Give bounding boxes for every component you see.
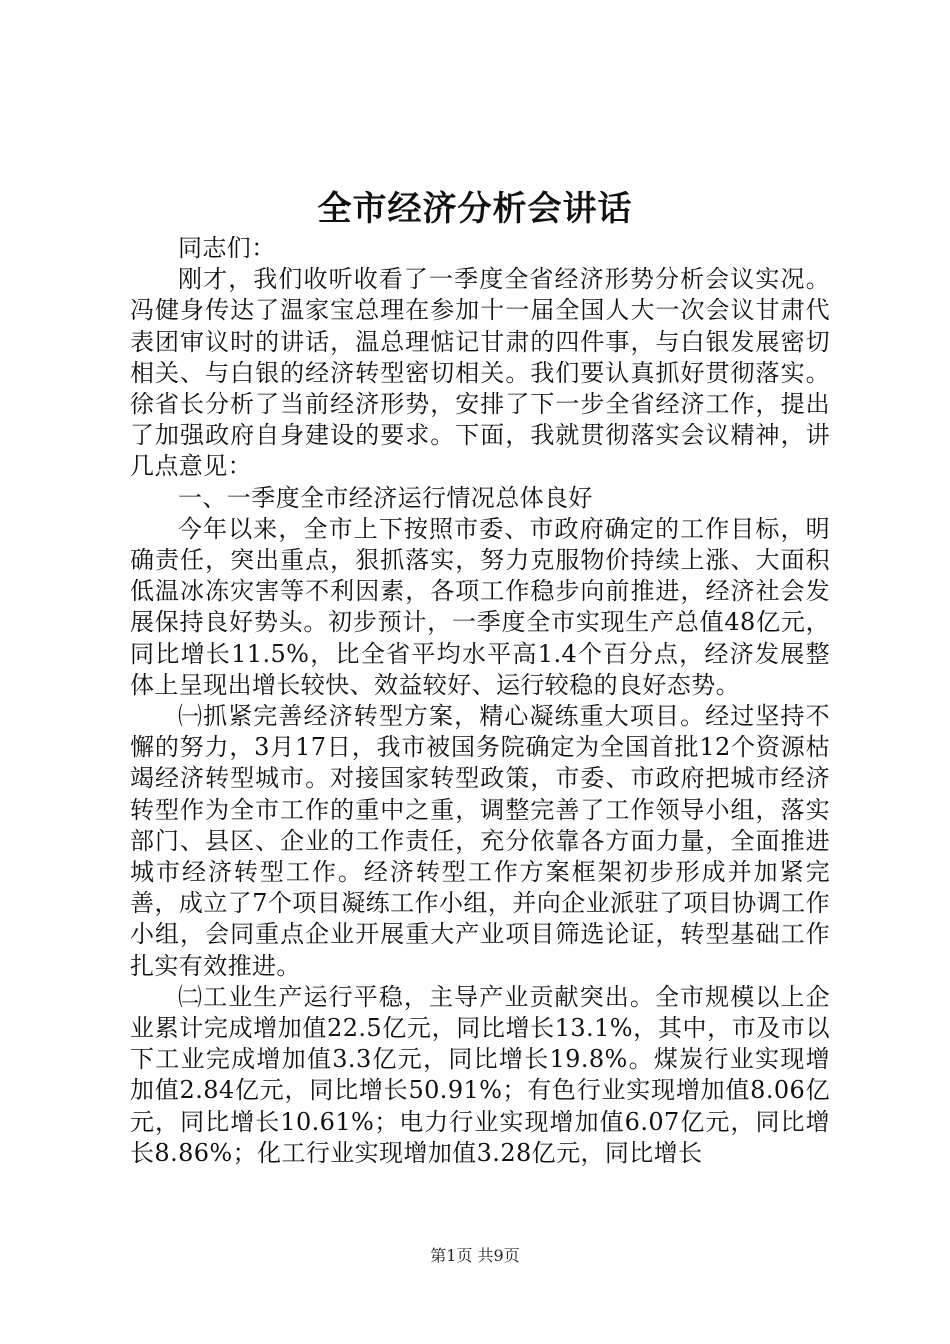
salutation-paragraph: 同志们： bbox=[178, 234, 276, 262]
page-title: 全市经济分析会讲话 bbox=[317, 189, 633, 229]
intro-paragraph: 刚才，我们收听收看了一季度全省经济形势分析会议实况。冯健身传达了温家宝总理在参加十一届全国人大一次会议甘肃代表团审议时的讲话，温总理惦记甘肃的四件事，与白银发展密切相关、与白银的经济转型密切相关。我们要认真抓好贯彻落实。徐省长分析了当前经济形势，安排了下一步全省经济工作，提出了加强政府自身建设的要求。下面，我就贯彻落实会议精神，讲几点意见： bbox=[130, 265, 830, 481]
document-body bbox=[130, 233, 830, 1169]
transformation-paragraph: ㈠抓紧完善经济转型方案，精心凝练重大项目。经过坚持不懈的努力，3月17日，我市被国务院确定为全国首批12个资源枯竭经济转型城市。对接国家转型政策，市委、市政府把城市经济转型作为全市工作的重中之重，调整完善了工作领导小组，落实部门、县区、企业的工作责任，充分依靠各方面力量，全面推进城市经济转型工作。经济转型工作方案框架初步形成并加紧完善，成立了7个项目凝练工作小组，并向企业派驻了项目协调工作小组，会同重点企业开展重大产业项目筛选论证，转型基础工作扎实有效推进。 bbox=[130, 702, 830, 980]
industry-paragraph: ㈡工业生产运行平稳，主导产业贡献突出。全市规模以上企业累计完成增加值22.5亿元，同比增长13.1%，其中，市及市以下工业完成增加值3.3亿元，同比增长19.8%。煤炭行业实现增加值2.84亿元，同比增长50.91%；有色行业实现增加值8.06亿元，同比增长10.61%；电力行业实现增加值6.07亿元，同比增长8.86%；化工行业实现增加值3.28亿元，同比增长 bbox=[130, 982, 830, 1167]
section-heading: 一、一季度全市经济运行情况总体良好 bbox=[178, 483, 593, 512]
page-number-footer: 第1页 共9页 bbox=[430, 1246, 520, 1265]
overview-paragraph: 今年以来，全市上下按照市委、市政府确定的工作目标，明确责任，突出重点，狠抓落实，努力克服物价持续上涨、大面积低温冰冻灾害等不利因素，各项工作稳步向前推进，经济社会发展保持良好势头。初步预计，一季度全市实现生产总值48亿元，同比增长11.5%，比全省平均水平高1.4个百分点，经济发展整体上呈现出增长较快、效益较好、运行较稳的良好态势。 bbox=[130, 514, 830, 699]
